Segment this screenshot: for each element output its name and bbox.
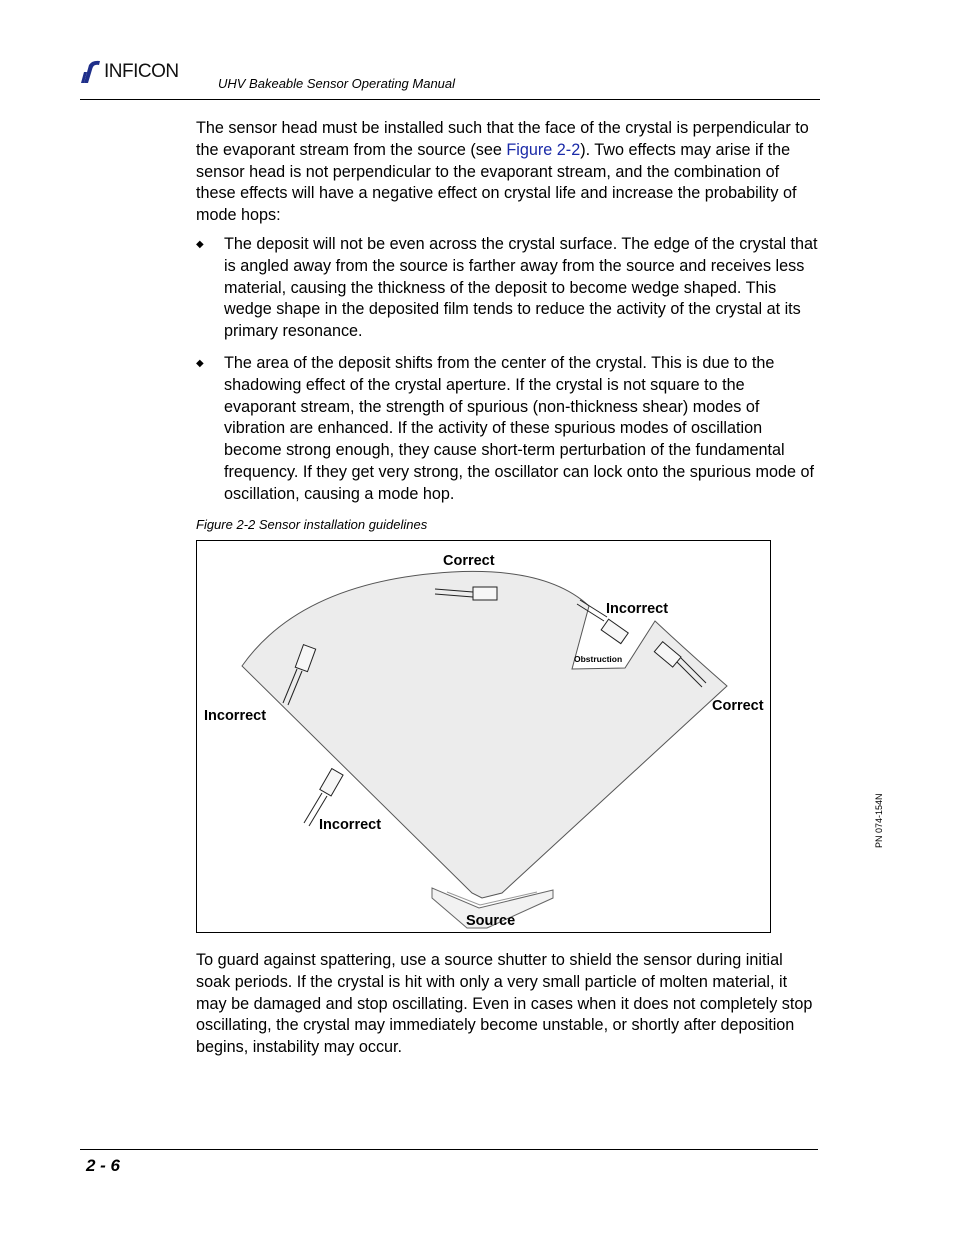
intro-paragraph [196,118,818,227]
diamond-bullet-icon: ◆ [196,357,204,369]
figure-2-2-link[interactable]: Figure 2-2 [506,140,581,159]
inficon-logo-icon [80,59,102,85]
page-number: 2 - 6 [86,1156,121,1175]
label-correct-top: Correct [443,553,495,569]
diamond-bullet-icon: ◆ [196,239,204,250]
label-correct-right: Correct [712,698,764,714]
header-divider [80,99,820,100]
footer-divider [80,1149,818,1150]
label-obstruction: Obstruction [574,654,623,664]
evaporant-region [242,571,727,898]
list-item [196,353,820,506]
label-incorrect-lower: Incorrect [319,817,382,833]
intro-text-2: ). Two effects may arise if the sensor head is not perpendicular to the evaporant stream, and the combination of these effects will have a negative effect on crystal life and increase the probability of mode hops: [196,140,797,225]
closing-paragraph: To guard against spattering, use a source shutter to shield the sensor during initial soak periods. If the crystal is hit with only a very small particle of molten material, it may be damaged and stop oscillating. Even in cases when it does not completely stop oscillating, the crystal may immediately become unstable, or shortly after deposition begins, instability may occur. [196,951,813,1057]
sensor-installation-figure [196,540,771,933]
installation-diagram [197,541,772,934]
label-incorrect-left: Incorrect [204,708,267,724]
inficon-logo [80,58,179,86]
bullet-text: The area of the deposit shifts from the center of the crystal. This is due to the shadowing effect of the crystal aperture. If the crystal is not square to the evaporant stream, the strength of spurious (non-thickness shear) modes of vibration are enhanced. If the activity of these spurious modes of oscillation become strong enough, they cause short-term perturbation of the fundamental frequency. If they get very strong, the oscillator can lock onto the spurious mode of oscillation, causing a mode hop. [224,353,814,503]
logo-text: INFICON [104,61,179,82]
bullet-text: The deposit will not be even across the crystal surface. The edge of the crystal that is angled away from the source is farther away from the source and receives less material, causing the thickness of the deposit to become wedge shaped. This wedge shape in the deposited film tends to reduce the activity of the crystal at its primary resonance. [224,235,818,341]
list-item [196,234,820,343]
figure-caption: Figure 2-2 Sensor installation guidelines [196,517,428,532]
header-title: UHV Bakeable Sensor Operating Manual [218,76,456,91]
label-incorrect-obstruction: Incorrect [606,601,669,617]
effects-list [196,234,820,516]
intro-text-1: The sensor head must be installed such that the face of the crystal is perpendicular to the evaporant stream from the source (see [196,119,809,159]
part-number-label: PN 074-154N [874,793,884,848]
label-source: Source [466,913,516,929]
